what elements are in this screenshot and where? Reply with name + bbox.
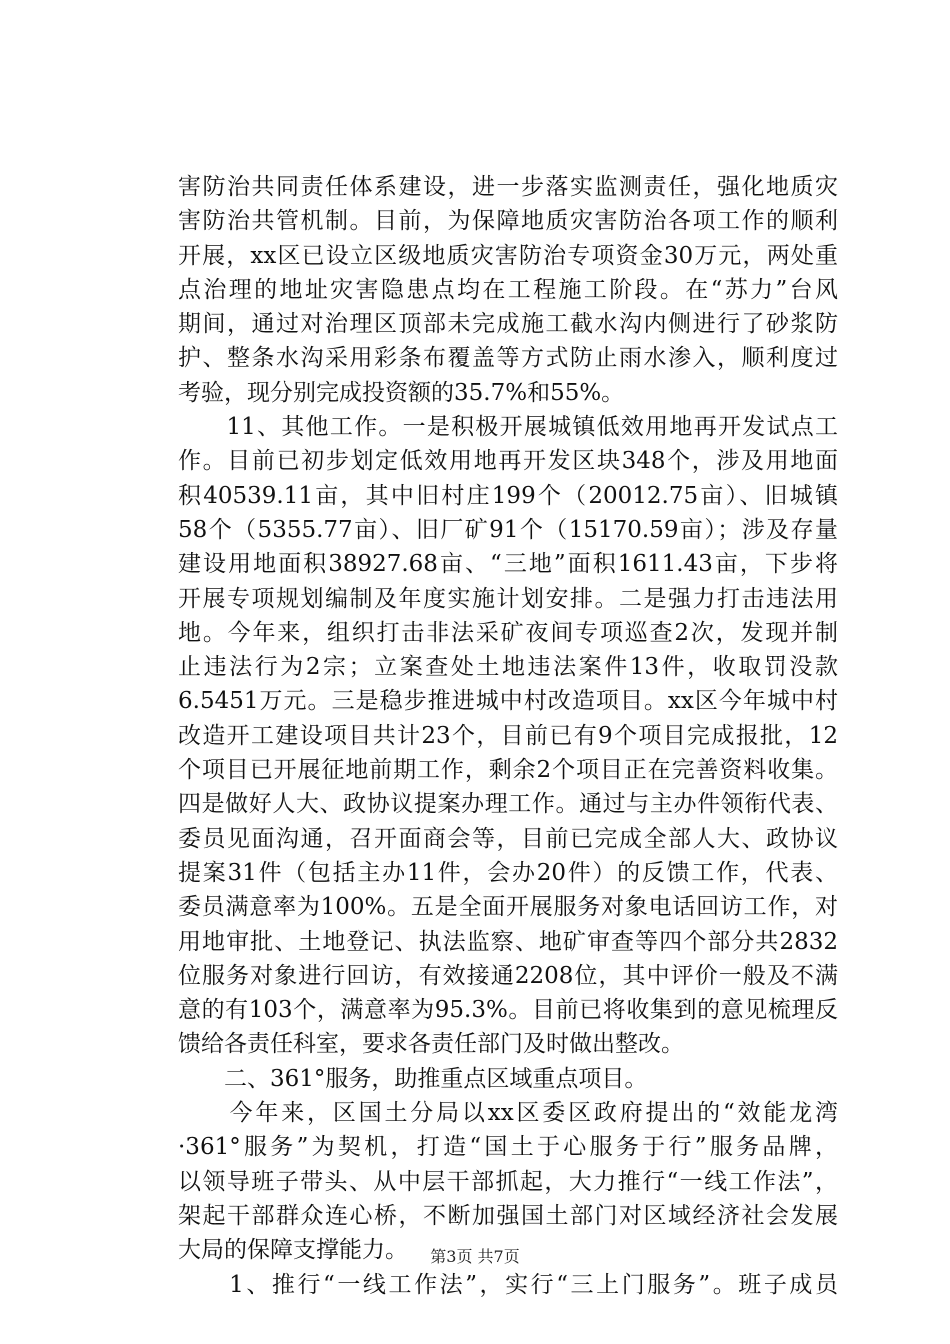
document-body (178, 170, 838, 1302)
text-line: 馈给各责任科室，要求各责任部门及时做出整改。 (178, 1031, 684, 1058)
text-line: ·361°服务”为契机，打造“国土于心服务于行”服务品牌， (178, 1134, 838, 1161)
text-line: 害防治共同责任体系建设，进一步落实监测责任，强化地质灾 (178, 174, 838, 200)
text-line: 二、361°服务，助推重点区域重点项目。 (178, 1065, 648, 1092)
text-line: 委员见面沟通，召开面商会等，目前已完成全部人大、政协议 (178, 825, 838, 852)
text-line: 提案31件（包括主办11件，会办20件）的反馈工作，代表、 (178, 859, 838, 886)
text-line: 委员满意率为100%。五是全面开展服务对象电话回访工作，对 (178, 894, 838, 921)
text-line: 架起干部群众连心桥，不断加强国土部门对区域经济社会发展 (178, 1202, 838, 1229)
text-line: 改造开工建设项目共计23个，目前已有9个项目完成报批，12 (178, 722, 838, 749)
page-footer: 第3页 共7页 (430, 1247, 520, 1266)
text-line: 点治理的地址灾害隐患点均在工程施工阶段。在“苏力”台风 (178, 276, 838, 303)
text-line: 开展，xx区已设立区级地质灾害防治专项资金30万元，两处重 (178, 242, 838, 269)
text-line: 用地审批、土地登记、执法监察、地矿审查等四个部分共2832 (178, 928, 838, 955)
text-line: 58个（5355.77亩）、旧厂矿91个（15170.59亩）；涉及存量 (178, 516, 838, 543)
text-line: 期间，通过对治理区顶部未完成施工截水沟内侧进行了砂浆防 (178, 311, 838, 338)
text-line: 意的有103个，满意率为95.3%。目前已将收集到的意见梳理反 (178, 997, 838, 1024)
text-line: 6.5451万元。三是稳步推进城中村改造项目。xx区今年城中村 (178, 688, 838, 715)
text-line: 积40539.11亩，其中旧村庄199个（20012.75亩）、旧城镇 (178, 482, 838, 509)
text-line: 护、整条水沟采用彩条布覆盖等方式防止雨水渗入，顺利度过 (178, 345, 838, 372)
text-line: 11、其他工作。一是积极开展城镇低效用地再开发试点工 (178, 414, 838, 441)
text-line: 大局的保障支撑能力。 (178, 1237, 408, 1264)
text-line: 地。今年来，组织打击非法采矿夜间专项巡查2次，发现并制 (178, 619, 838, 646)
text-line: 害防治共管机制。目前，为保障地质灾害防治各项工作的顺利 (178, 208, 838, 235)
text-line: 1、推行“一线工作法”，实行“三上门服务”。班子成员 (178, 1271, 838, 1298)
text-line: 开展专项规划编制及年度实施计划安排。二是强力打击违法用 (178, 585, 838, 612)
text-line: 考验，现分别完成投资额的35.7%和55%。 (178, 379, 625, 406)
text-line: 作。目前已初步划定低效用地再开发区块348个，涉及用地面 (178, 448, 838, 475)
text-line: 四是做好人大、政协议提案办理工作。通过与主办件领衔代表、 (178, 791, 838, 818)
text-line: 止违法行为2宗；立案查处土地违法案件13件，收取罚没款 (178, 654, 838, 681)
text-line: 以领导班子带头、从中层干部抓起，大力推行“一线工作法”， (178, 1168, 838, 1195)
text-line: 个项目已开展征地前期工作，剩余2个项目正在完善资料收集。 (178, 757, 838, 784)
text-line: 位服务对象进行回访，有效接通2208位，其中评价一般及不满 (178, 962, 838, 989)
text-line: 建设用地面积38927.68亩、“三地”面积1611.43亩，下步将 (178, 551, 838, 578)
text-line: 今年来，区国土分局以xx区委区政府提出的“效能龙湾 (178, 1100, 838, 1127)
